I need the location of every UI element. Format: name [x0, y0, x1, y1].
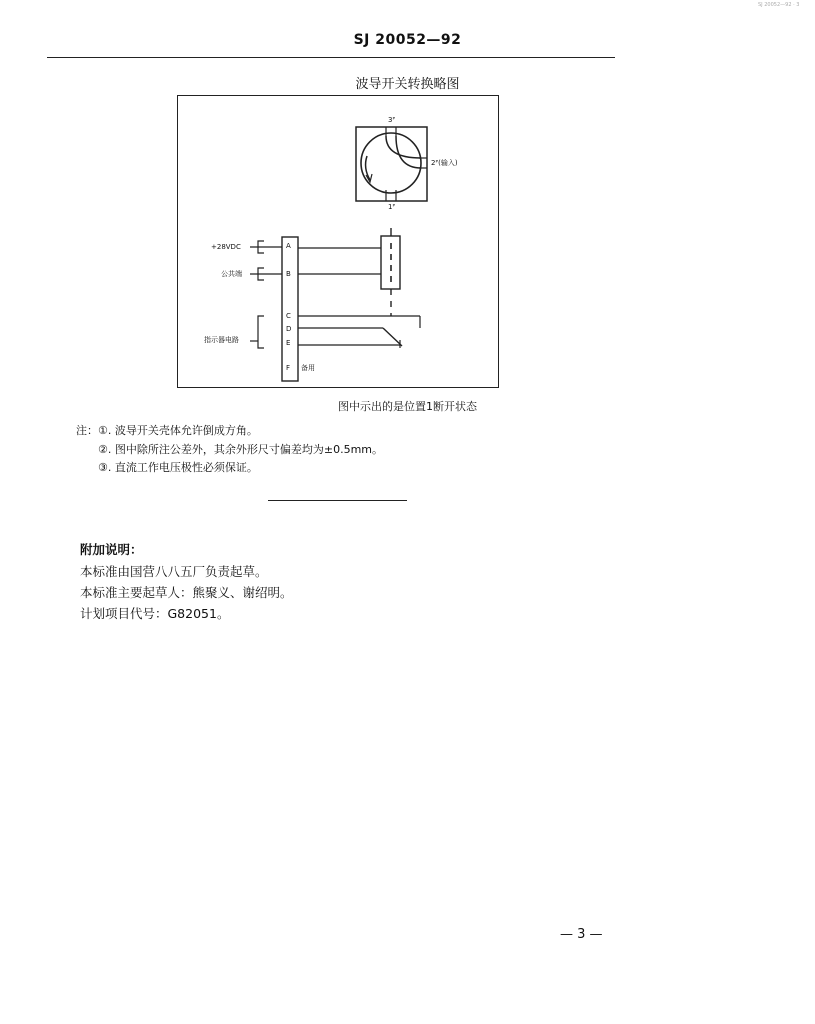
pin-f: F	[286, 364, 291, 372]
figure-title: 波导开关转换略图	[355, 77, 460, 92]
connector-strip	[282, 237, 298, 381]
note-item-2: ②. 图中除所注公差外，其余外形尺寸偏差均为±0.5mm。	[98, 443, 383, 456]
page-number: — 3 —	[560, 927, 603, 942]
port-3-label: 3ᴾ	[388, 116, 396, 124]
appendix-line-2: 本标准主要起草人：熊聚义、谢绍明。	[80, 585, 293, 600]
note-item-3: ③. 直流工作电压极性必须保证。	[98, 461, 258, 474]
appendix-line-3: 计划项目代号：G82051。	[80, 606, 230, 621]
supply-label: +28VDC	[211, 243, 241, 251]
corner-mark: SJ 20052—92 · 3	[758, 2, 800, 8]
port-2-label: 2ᴾ(输入)	[431, 159, 458, 167]
figure-caption: 图中示出的是位置1断开状态	[338, 400, 477, 413]
spare-label: 备用	[301, 364, 315, 372]
standard-number: SJ 20052—92	[353, 32, 462, 48]
indicator-label: 指示器电路	[204, 336, 239, 344]
switch-rotor	[361, 133, 421, 193]
pin-d: D	[286, 325, 292, 333]
notes-prefix: 注：	[76, 424, 98, 437]
note-item-1: ①. 波导开关壳体允许倒成方角。	[98, 424, 258, 437]
appendix-heading: 附加说明：	[80, 542, 143, 557]
pin-e: E	[286, 339, 291, 347]
switch-diagram	[177, 95, 499, 388]
pin-b: B	[286, 270, 291, 278]
header-rule	[47, 57, 615, 58]
appendix-line-1: 本标准由国营八八五厂负责起草。	[80, 564, 268, 579]
switch-housing	[356, 127, 427, 201]
pin-c: C	[286, 312, 291, 320]
common-label: 公共端	[221, 270, 242, 278]
port-1-label: 1ᴾ	[388, 203, 396, 211]
end-rule	[268, 500, 407, 501]
pin-a: A	[286, 242, 291, 250]
